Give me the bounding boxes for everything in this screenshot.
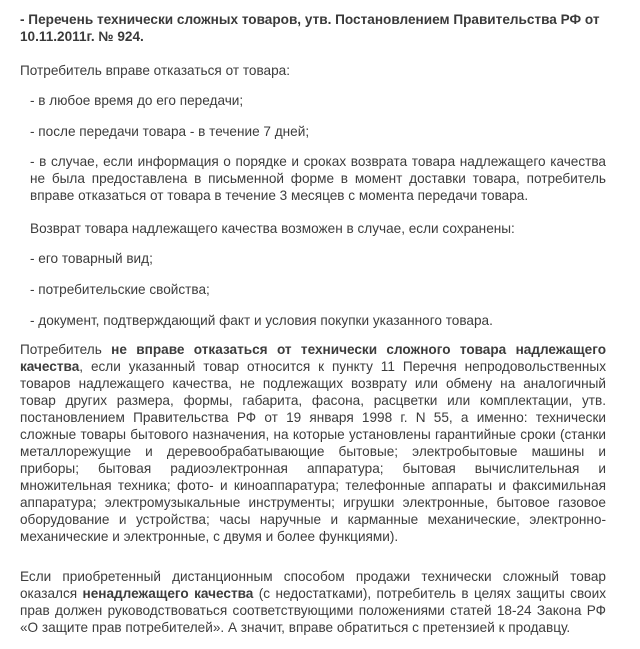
cannot-bold: не вправе отказаться от технически сложного товара надлежащего качества bbox=[20, 342, 606, 374]
refuse-item-7-days: - после передачи товара - в течение 7 дней; bbox=[30, 124, 310, 139]
list-heading bbox=[20, 11, 606, 45]
refuse-item-anytime: - в любое время до его передачи; bbox=[30, 93, 244, 108]
defect-rest: (с недостатками), потребитель в целях защиты своих прав должен руководствоваться соответствующими положениями статей 18-24 Закона РФ «О защите прав потребителей». А значит, вправе обратиться с претензией к продавцу. bbox=[20, 586, 607, 635]
heading-line-2: 10.11.2011г. № 924. bbox=[20, 29, 144, 44]
defect-prefix: Если приобретенный дистанционным способом продажи технически сложный товар оказался bbox=[20, 569, 606, 601]
paragraph-defective bbox=[20, 568, 606, 636]
preserved-item-appearance: - его товарный вид; bbox=[30, 251, 153, 266]
return-intro: Возврат товара надлежащего качества возможен в случае, если сохранены: bbox=[30, 221, 515, 236]
preserved-item-document: - документ, подтверждающий факт и условия покупки указанного товара. bbox=[30, 313, 493, 328]
paragraph-cannot-refuse bbox=[20, 341, 606, 545]
defect-bold: ненадлежащего качества bbox=[82, 586, 254, 601]
refuse-intro: Потребитель вправе отказаться от товара: bbox=[20, 63, 290, 78]
heading-line-1: - Перечень технически сложных товаров, утв. Постановлением Правительства РФ от bbox=[20, 12, 600, 27]
preserved-item-properties: - потребительские свойства; bbox=[30, 282, 210, 297]
refuse-item-3-months: - в случае, если информация о порядке и сроках возврата товара надлежащего качества не была предоставлена в письменной форме в момент доставки товара, потребитель вправе отказаться от товара в течение 3 месяцев с момента передачи товара. bbox=[30, 154, 606, 203]
cannot-rest: , если указанный товар относится к пункту 11 Перечня непродовольственных товаров надлежащего качества, не подлежащих возврату или обмену на аналогичный товар других размера, формы, габарита, фасона, расцветки или комплектации, утв. постановлением Правительства РФ от 19 января 1998 г. N 55, а именно: технически сложные товары бытового назначения, на которые установлены гарантийные сроки (станки металлорежущие и деревообрабатывающие бытовые; электробытовые машины и приборы; бытовая радиоэлектронная аппаратура; бытовая вычислительная и множительная техника; фото- и киноаппаратура; телефонные аппараты и факсимильная аппаратура; электромузыкальные инструменты; игрушки электронные, бытовое газовое оборудование и устройства; часы наручные и карманные механические, электронно-механические и электронные, с двумя и более функциями). bbox=[20, 359, 606, 544]
cannot-prefix: Потребитель bbox=[20, 342, 112, 357]
